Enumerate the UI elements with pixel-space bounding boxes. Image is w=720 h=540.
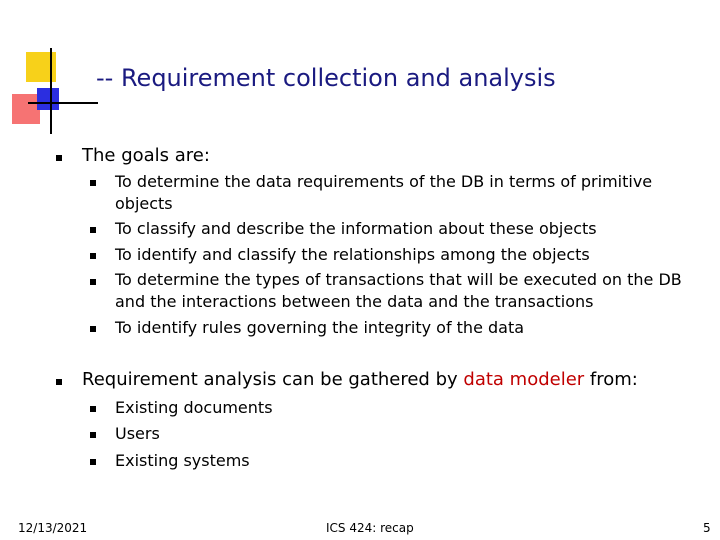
bullet-marker <box>56 379 62 385</box>
sub-bullet-goal-4: To determine the types of transactions that will be executed on the DB and the interactions between the data and the transactions <box>115 270 682 311</box>
sub-bullet-marker <box>90 326 96 332</box>
sub-bullet-source-3: Existing systems <box>115 451 250 470</box>
highlight-data-modeler: data modeler <box>463 369 585 390</box>
decor-horizontal-line <box>28 102 98 104</box>
sub-bullet-marker <box>90 180 96 186</box>
sub-bullet-goal-2: To classify and describe the information about these objects <box>115 219 597 238</box>
sub-bullet-marker <box>90 279 96 285</box>
bullet-text-before: Requirement analysis can be gathered by <box>82 369 464 390</box>
sub-bullet-source-1: Existing documents <box>115 398 273 417</box>
sub-bullet-marker <box>90 432 96 438</box>
sub-bullet-goal-5: To identify rules governing the integrity of the data <box>115 318 525 337</box>
bullet-text-after: from: <box>584 369 638 390</box>
slide-title: -- Requirement collection and analysis <box>96 64 556 92</box>
sub-bullet-marker <box>90 253 96 259</box>
decor-vertical-line <box>50 48 52 134</box>
bullet-goals: The goals are: <box>82 145 210 166</box>
sub-bullet-goal-3: To identify and classify the relationships among the objects <box>115 245 590 264</box>
sub-bullet-source-2: Users <box>115 424 160 443</box>
decor-red-square <box>12 94 40 124</box>
sub-bullet-goal-1: To determine the data requirements of the DB in terms of primitive objects <box>115 172 653 213</box>
page-number: 5 <box>703 521 711 535</box>
sub-bullet-marker <box>90 459 96 465</box>
footer-date: 12/13/2021 <box>18 521 88 535</box>
bullet-marker <box>56 155 62 161</box>
footer-center: ICS 424: recap <box>326 521 414 535</box>
sub-bullet-marker <box>90 406 96 412</box>
sub-bullet-marker <box>90 227 96 233</box>
bullet-requirement-analysis <box>82 369 638 390</box>
decor-blue-square <box>37 88 59 110</box>
